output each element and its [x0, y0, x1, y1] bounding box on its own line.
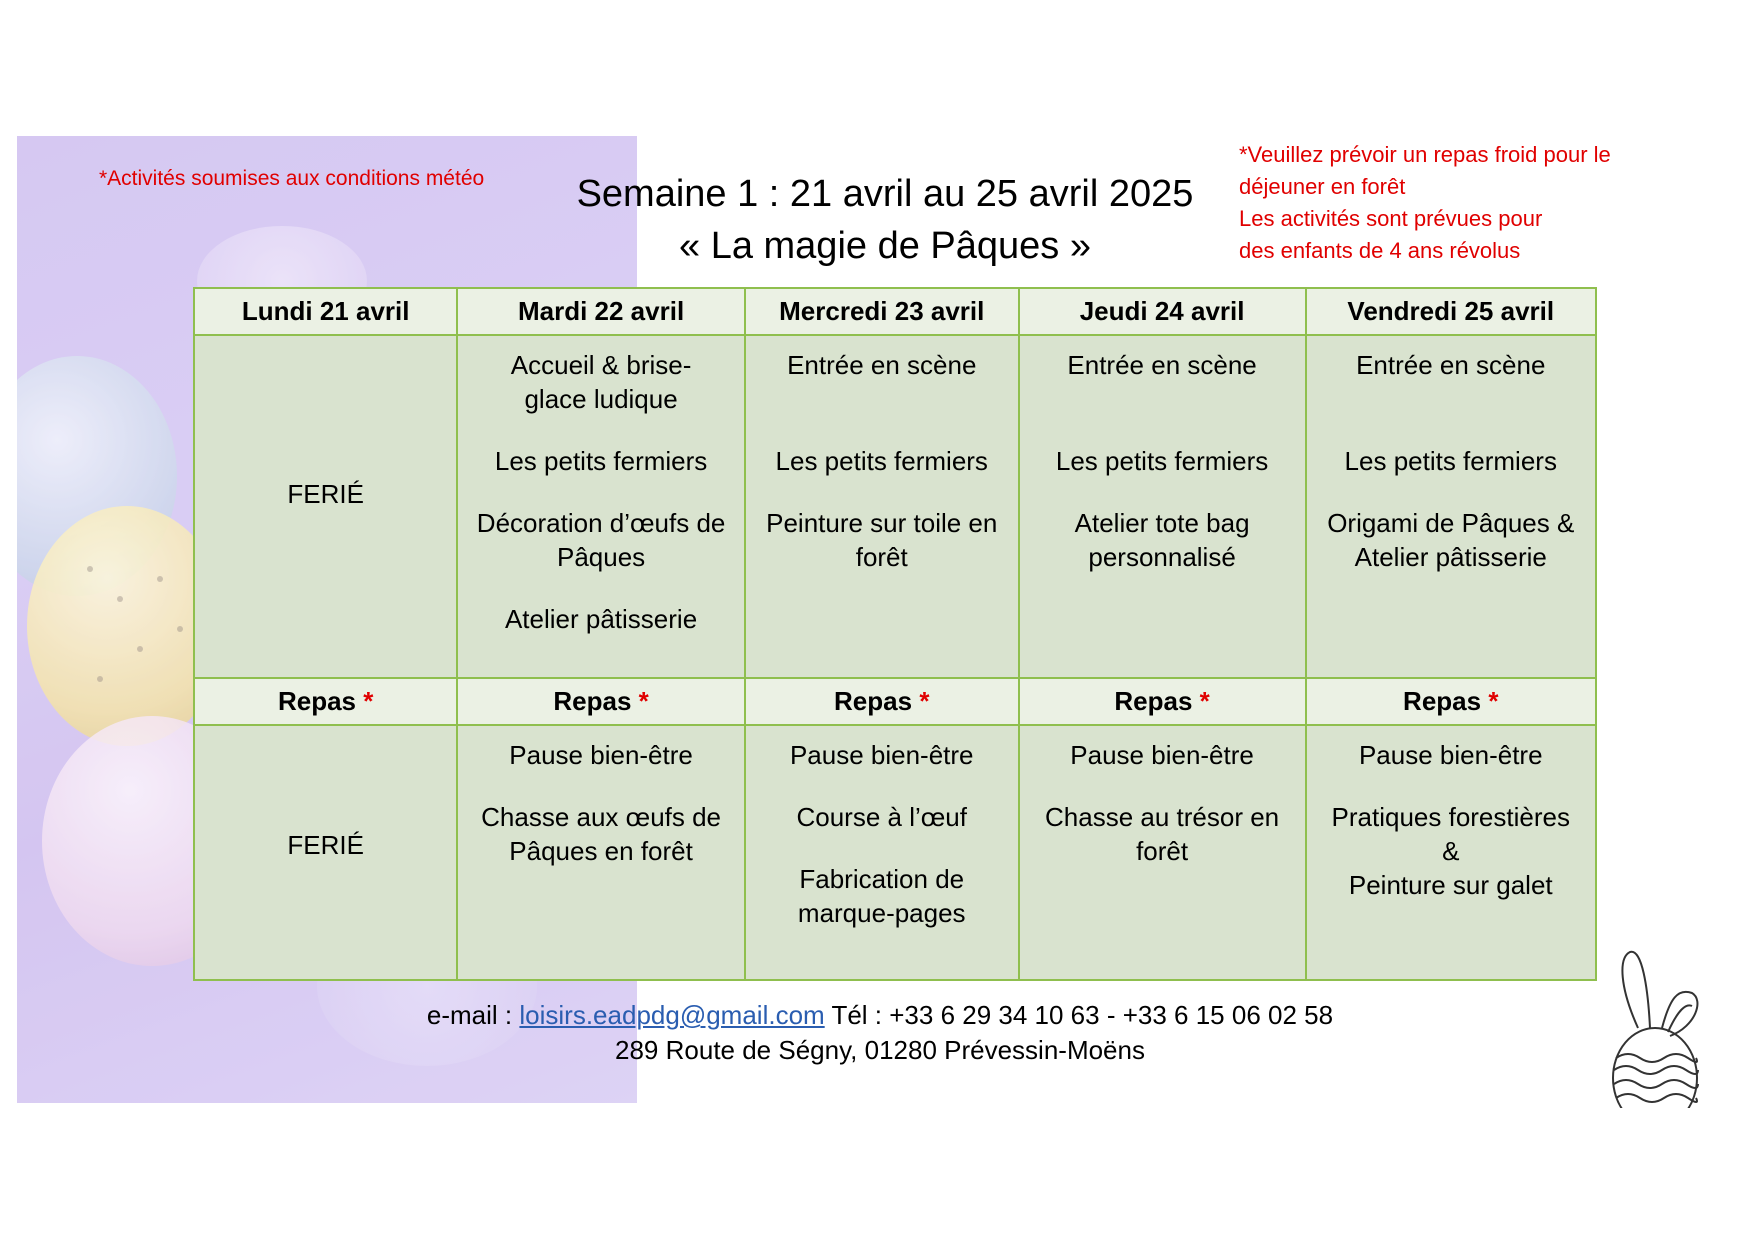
activity: Pause bien-être [509, 740, 693, 770]
meal-cell: Repas * [194, 678, 457, 725]
asterisk: * [363, 686, 374, 716]
activity: Atelier pâtisserie [504, 604, 698, 634]
activity: Pause bien-être [1358, 740, 1543, 770]
weather-note: *Activités soumises aux conditions météo [99, 167, 485, 190]
note-line: Les activités sont prévues pour [1239, 206, 1543, 231]
activity: Course à l’œuf [796, 802, 967, 832]
activity: Fabrication de marque-pages [797, 864, 966, 928]
email-label: e-mail : [426, 1000, 513, 1030]
meal-cell: Repas * [1019, 678, 1306, 725]
activity: Les petits fermiers [1055, 446, 1269, 476]
holiday-label: FERIÉ [287, 829, 364, 860]
activity: Entrée en scène [787, 350, 977, 380]
thursday-morning-cell [1019, 335, 1306, 678]
activity: Les petits fermiers [494, 446, 708, 476]
activity: Les petits fermiers [775, 446, 988, 476]
meal-row [194, 678, 1596, 725]
page-title [560, 168, 1210, 272]
weekly-schedule-table [193, 287, 1597, 981]
day-header-row [194, 288, 1596, 335]
friday-morning-cell [1306, 335, 1596, 678]
activity: Décoration d’œufs de Pâques [476, 508, 726, 572]
activity: Chasse au trésor en forêt [1045, 802, 1280, 866]
address: 289 Route de Ségny, 01280 Prévessin-Moëns [615, 1035, 1145, 1065]
contact-footer [380, 998, 1380, 1068]
note-line: déjeuner en forêt [1239, 174, 1406, 199]
afternoon-activities-row [194, 725, 1596, 980]
note-line: des enfants de 4 ans révolus [1239, 238, 1521, 263]
thursday-afternoon-cell [1019, 725, 1306, 980]
activity: Les petits fermiers [1344, 446, 1557, 476]
day-header: Lundi 21 avril [194, 288, 457, 335]
bunny-egg-icon [1600, 948, 1710, 1108]
activity: Pause bien-être [789, 740, 974, 770]
day-header: Mercredi 23 avril [745, 288, 1019, 335]
day-header: Jeudi 24 avril [1019, 288, 1306, 335]
phone-numbers: Tél : +33 6 29 34 10 63 - +33 6 15 06 02 58 [831, 1000, 1334, 1030]
note-line: *Veuillez prévoir un repas froid pour le [1239, 142, 1611, 167]
contact-line [380, 998, 1380, 1033]
email-link[interactable]: loisirs.eadpdg@gmail.com [519, 1000, 825, 1030]
title-theme: « La magie de Pâques » [679, 225, 1091, 267]
asterisk: * [638, 686, 649, 716]
meal-cell: Repas * [457, 678, 745, 725]
bunny-ear-left [1622, 952, 1650, 1028]
wednesday-afternoon-cell [745, 725, 1019, 980]
monday-afternoon-cell [194, 725, 457, 980]
meal-age-note [1239, 139, 1611, 267]
activity: Entrée en scène [1356, 350, 1546, 380]
activity: Pratiques forestières [1331, 802, 1570, 832]
activity: Accueil & brise-glace ludique [510, 350, 692, 414]
day-header: Vendredi 25 avril [1306, 288, 1596, 335]
activity: Origami de Pâques & Atelier pâtisserie [1327, 508, 1575, 572]
tuesday-morning-cell [457, 335, 745, 678]
holiday-label: FERIÉ [287, 478, 364, 509]
meal-cell: Repas * [1306, 678, 1596, 725]
monday-morning-cell [194, 335, 457, 678]
title-week: Semaine 1 : 21 avril au 25 avril 2025 [576, 173, 1194, 215]
tuesday-afternoon-cell [457, 725, 745, 980]
asterisk: * [1199, 686, 1210, 716]
asterisk: * [919, 686, 930, 716]
asterisk: * [1488, 686, 1499, 716]
activity: Entrée en scène [1067, 350, 1257, 380]
meal-cell: Repas * [745, 678, 1019, 725]
activity: Peinture sur galet [1348, 870, 1553, 900]
friday-afternoon-cell [1306, 725, 1596, 980]
morning-activities-row [194, 335, 1596, 678]
activity: Peinture sur toile en forêt [766, 508, 998, 572]
activity: Chasse aux œufs de Pâques en forêt [481, 802, 722, 866]
wednesday-morning-cell [745, 335, 1019, 678]
activity: Atelier tote bag personnalisé [1074, 508, 1250, 572]
activity: Pause bien-être [1070, 740, 1254, 770]
activity: & [1442, 836, 1460, 866]
day-header: Mardi 22 avril [457, 288, 745, 335]
